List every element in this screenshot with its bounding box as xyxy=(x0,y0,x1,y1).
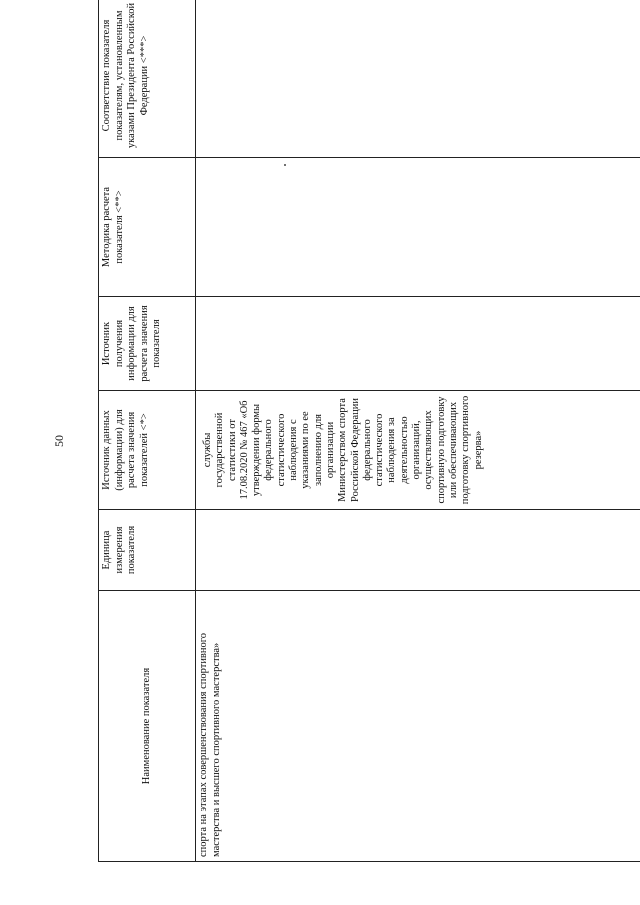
header-data-source: Источник данных (информации) для расчета значения показателей <*> xyxy=(99,391,196,510)
cell-unit xyxy=(196,510,640,591)
header-method: Методика расчета показателя <**> xyxy=(99,158,196,297)
table-row xyxy=(196,0,640,862)
cell-info-source xyxy=(196,297,640,391)
indicator-table xyxy=(98,0,640,862)
table-header-row xyxy=(99,0,196,862)
cell-data-source: службы государственной статистики от 17.08.2020 № 467 «Об утверждении формы федерального статистического наблюдения с указаниями по ее заполнению для организации Министерством спорта Российской Федерации федерального статистического наблюдения за деятельностью организаций, осуществляющих спортивную подготовку или обеспечивающих подготовку спортивного резерва» xyxy=(196,391,640,510)
page-number: 50 xyxy=(52,435,66,447)
cell-name: спорта на этапах совершенствования спортивного мастерства и высшего спортивного мастерства» xyxy=(196,591,640,862)
cell-compliance xyxy=(196,0,640,158)
indicator-table-page xyxy=(98,2,640,862)
header-name: Наименование показателя xyxy=(99,591,196,862)
header-unit: Единица измерения показателя xyxy=(99,510,196,591)
scan-speck xyxy=(284,164,286,166)
header-compliance: Соответствие показателя показателям, установленным указами Президента Российской Федерации <***> xyxy=(99,0,196,158)
header-info-source: Источник получения информации для расчета значения показателя xyxy=(99,297,196,391)
cell-method xyxy=(196,158,640,297)
